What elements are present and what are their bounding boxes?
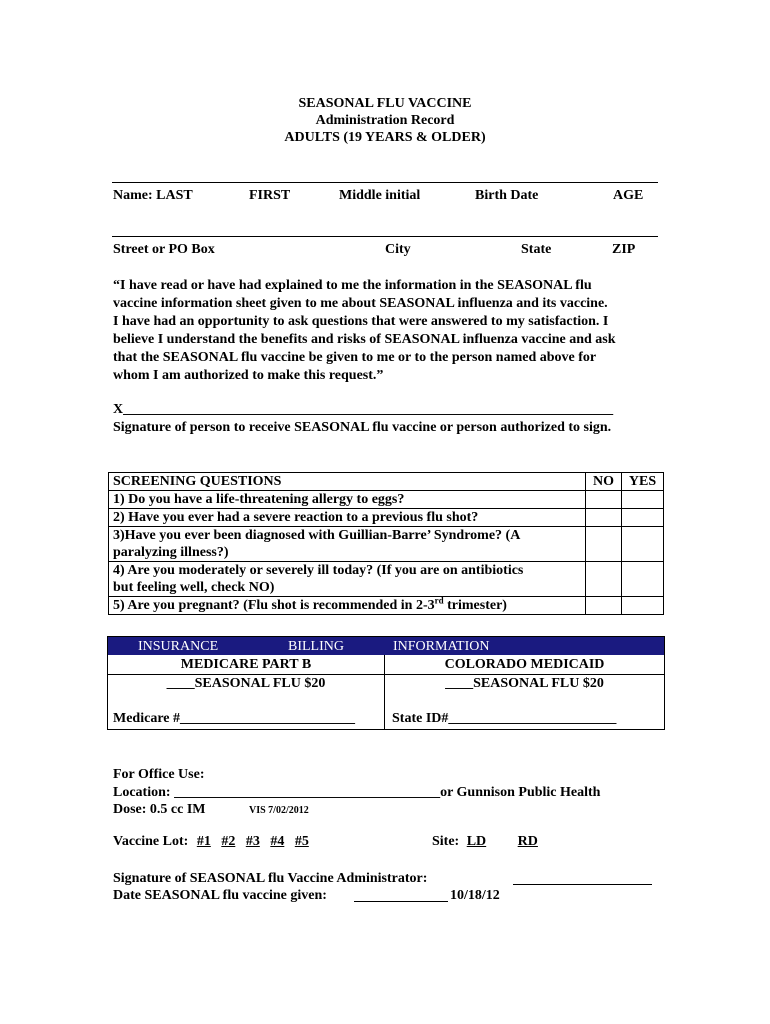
screening-table <box>108 472 664 615</box>
form-subtitle: Administration Record <box>315 113 455 128</box>
middle-initial-label: Middle initial <box>339 188 421 203</box>
site-label: Site: <box>432 834 460 849</box>
lot-option[interactable]: #5 <box>294 834 309 849</box>
date-given-label: Date SEASONAL flu vaccine given: <box>113 888 327 903</box>
yes-checkbox[interactable] <box>622 597 664 615</box>
lot-option[interactable]: #3 <box>245 834 260 849</box>
information-heading: INFORMATION <box>393 639 490 654</box>
yes-header: YES <box>622 473 664 491</box>
consent-line: that the SEASONAL flu vaccine be given to me or to the person named above for <box>113 350 597 365</box>
yes-checkbox[interactable] <box>622 491 664 509</box>
administrator-signature-line[interactable] <box>513 884 652 885</box>
date-given-line[interactable] <box>354 901 448 902</box>
no-checkbox[interactable] <box>586 509 622 527</box>
question-3-line: 3)Have you ever been diagnosed with Guillian-Barre’ Syndrome? (A <box>113 528 521 543</box>
insurance-heading: INSURANCE <box>138 639 219 654</box>
consent-line: whom I am authorized to make this request.” <box>113 368 384 383</box>
signature-blank: ______________________________________________________________________ <box>123 402 614 417</box>
location-field[interactable]: ______________________________________ <box>174 785 441 800</box>
insurance-box <box>107 636 665 730</box>
signature-line[interactable] <box>113 401 613 418</box>
question-4-line: but feeling well, check NO) <box>113 580 275 595</box>
screening-header-row <box>109 473 664 491</box>
table-row <box>109 491 664 509</box>
no-header: NO <box>586 473 622 491</box>
birth-date-label: Birth Date <box>475 188 539 203</box>
consent-line: vaccine information sheet given to me about SEASONAL influenza and its vaccine. <box>113 296 608 311</box>
no-checkbox[interactable] <box>586 527 622 562</box>
age-label: AGE <box>613 188 644 203</box>
consent-line: “I have read or have had explained to me the information in the SEASONAL flu <box>113 278 592 293</box>
medicare-number-field[interactable]: Medicare #_________________________ <box>113 711 355 726</box>
lot-option[interactable]: #1 <box>196 834 211 849</box>
question-2: 2) Have you ever had a severe reaction to a previous flu shot? <box>109 509 586 527</box>
first-name-label: FIRST <box>249 188 291 203</box>
state-id-field[interactable]: State ID#________________________ <box>392 711 617 726</box>
table-row <box>109 527 664 562</box>
billing-heading: BILLING <box>288 639 344 654</box>
question-4 <box>109 562 586 597</box>
location-row <box>113 784 600 801</box>
office-use-title: For Office Use: <box>113 767 205 782</box>
form-title: SEASONAL FLU VACCINE <box>298 96 472 111</box>
state-label: State <box>521 242 552 257</box>
date-given-row <box>113 887 327 904</box>
medicaid-title: COLORADO MEDICAID <box>444 657 605 672</box>
site-row <box>432 833 538 850</box>
location-label: Location: <box>113 785 171 800</box>
table-row <box>109 562 664 597</box>
no-checkbox[interactable] <box>586 597 622 615</box>
question-3-line: paralyzing illness?) <box>113 545 229 560</box>
consent-line: I have had an opportunity to ask questions that were answered to my satisfaction. I <box>113 314 609 329</box>
medicare-flu-option[interactable]: ____SEASONAL FLU $20 <box>166 676 326 691</box>
administrator-signature-row <box>113 870 427 887</box>
signature-caption: Signature of person to receive SEASONAL flu vaccine or person authorized to sign. <box>113 420 612 435</box>
table-row <box>109 509 664 527</box>
signature-x: X <box>113 402 124 417</box>
location-suffix: or Gunnison Public Health <box>440 785 601 800</box>
last-name-label: Name: LAST <box>113 188 193 203</box>
vaccine-lot-row <box>113 833 309 850</box>
address-line[interactable] <box>112 236 658 237</box>
street-label: Street or PO Box <box>113 242 215 257</box>
date-given-value: 10/18/12 <box>450 888 500 903</box>
insurance-header <box>108 637 664 655</box>
site-rd-option[interactable]: RD <box>517 834 538 849</box>
table-row <box>109 597 664 615</box>
medicare-title: MEDICARE PART B <box>180 657 312 672</box>
consent-line: believe I understand the benefits and risks of SEASONAL influenza vaccine and ask <box>113 332 616 347</box>
consent-statement <box>113 277 616 385</box>
yes-checkbox[interactable] <box>622 562 664 597</box>
medicaid-flu-option[interactable]: ____SEASONAL FLU $20 <box>445 676 604 691</box>
form-age-group: ADULTS (19 YEARS & OLDER) <box>284 130 486 145</box>
lot-option[interactable]: #4 <box>270 834 285 849</box>
question-3 <box>109 527 586 562</box>
city-label: City <box>385 242 411 257</box>
yes-checkbox[interactable] <box>622 527 664 562</box>
site-ld-option[interactable]: LD <box>466 834 487 849</box>
lot-option[interactable]: #2 <box>221 834 236 849</box>
vis-date: VIS 7/02/2012 <box>249 805 309 816</box>
question-5: 5) Are you pregnant? (Flu shot is recommended in 2-3rd trimester) <box>109 597 586 615</box>
administrator-signature-label: Signature of SEASONAL flu Vaccine Administrator: <box>113 871 428 886</box>
no-checkbox[interactable] <box>586 491 622 509</box>
yes-checkbox[interactable] <box>622 509 664 527</box>
screening-header: SCREENING QUESTIONS <box>109 473 586 491</box>
no-checkbox[interactable] <box>586 562 622 597</box>
name-line[interactable] <box>112 182 658 183</box>
vaccine-lot-label: Vaccine Lot: <box>113 834 189 849</box>
zip-label: ZIP <box>612 242 636 257</box>
dose-label: Dose: 0.5 cc IM <box>113 802 206 817</box>
question-1: 1) Do you have a life-threatening allergy to eggs? <box>109 491 586 509</box>
question-4-line: 4) Are you moderately or severely ill today? (If you are on antibiotics <box>113 563 524 578</box>
